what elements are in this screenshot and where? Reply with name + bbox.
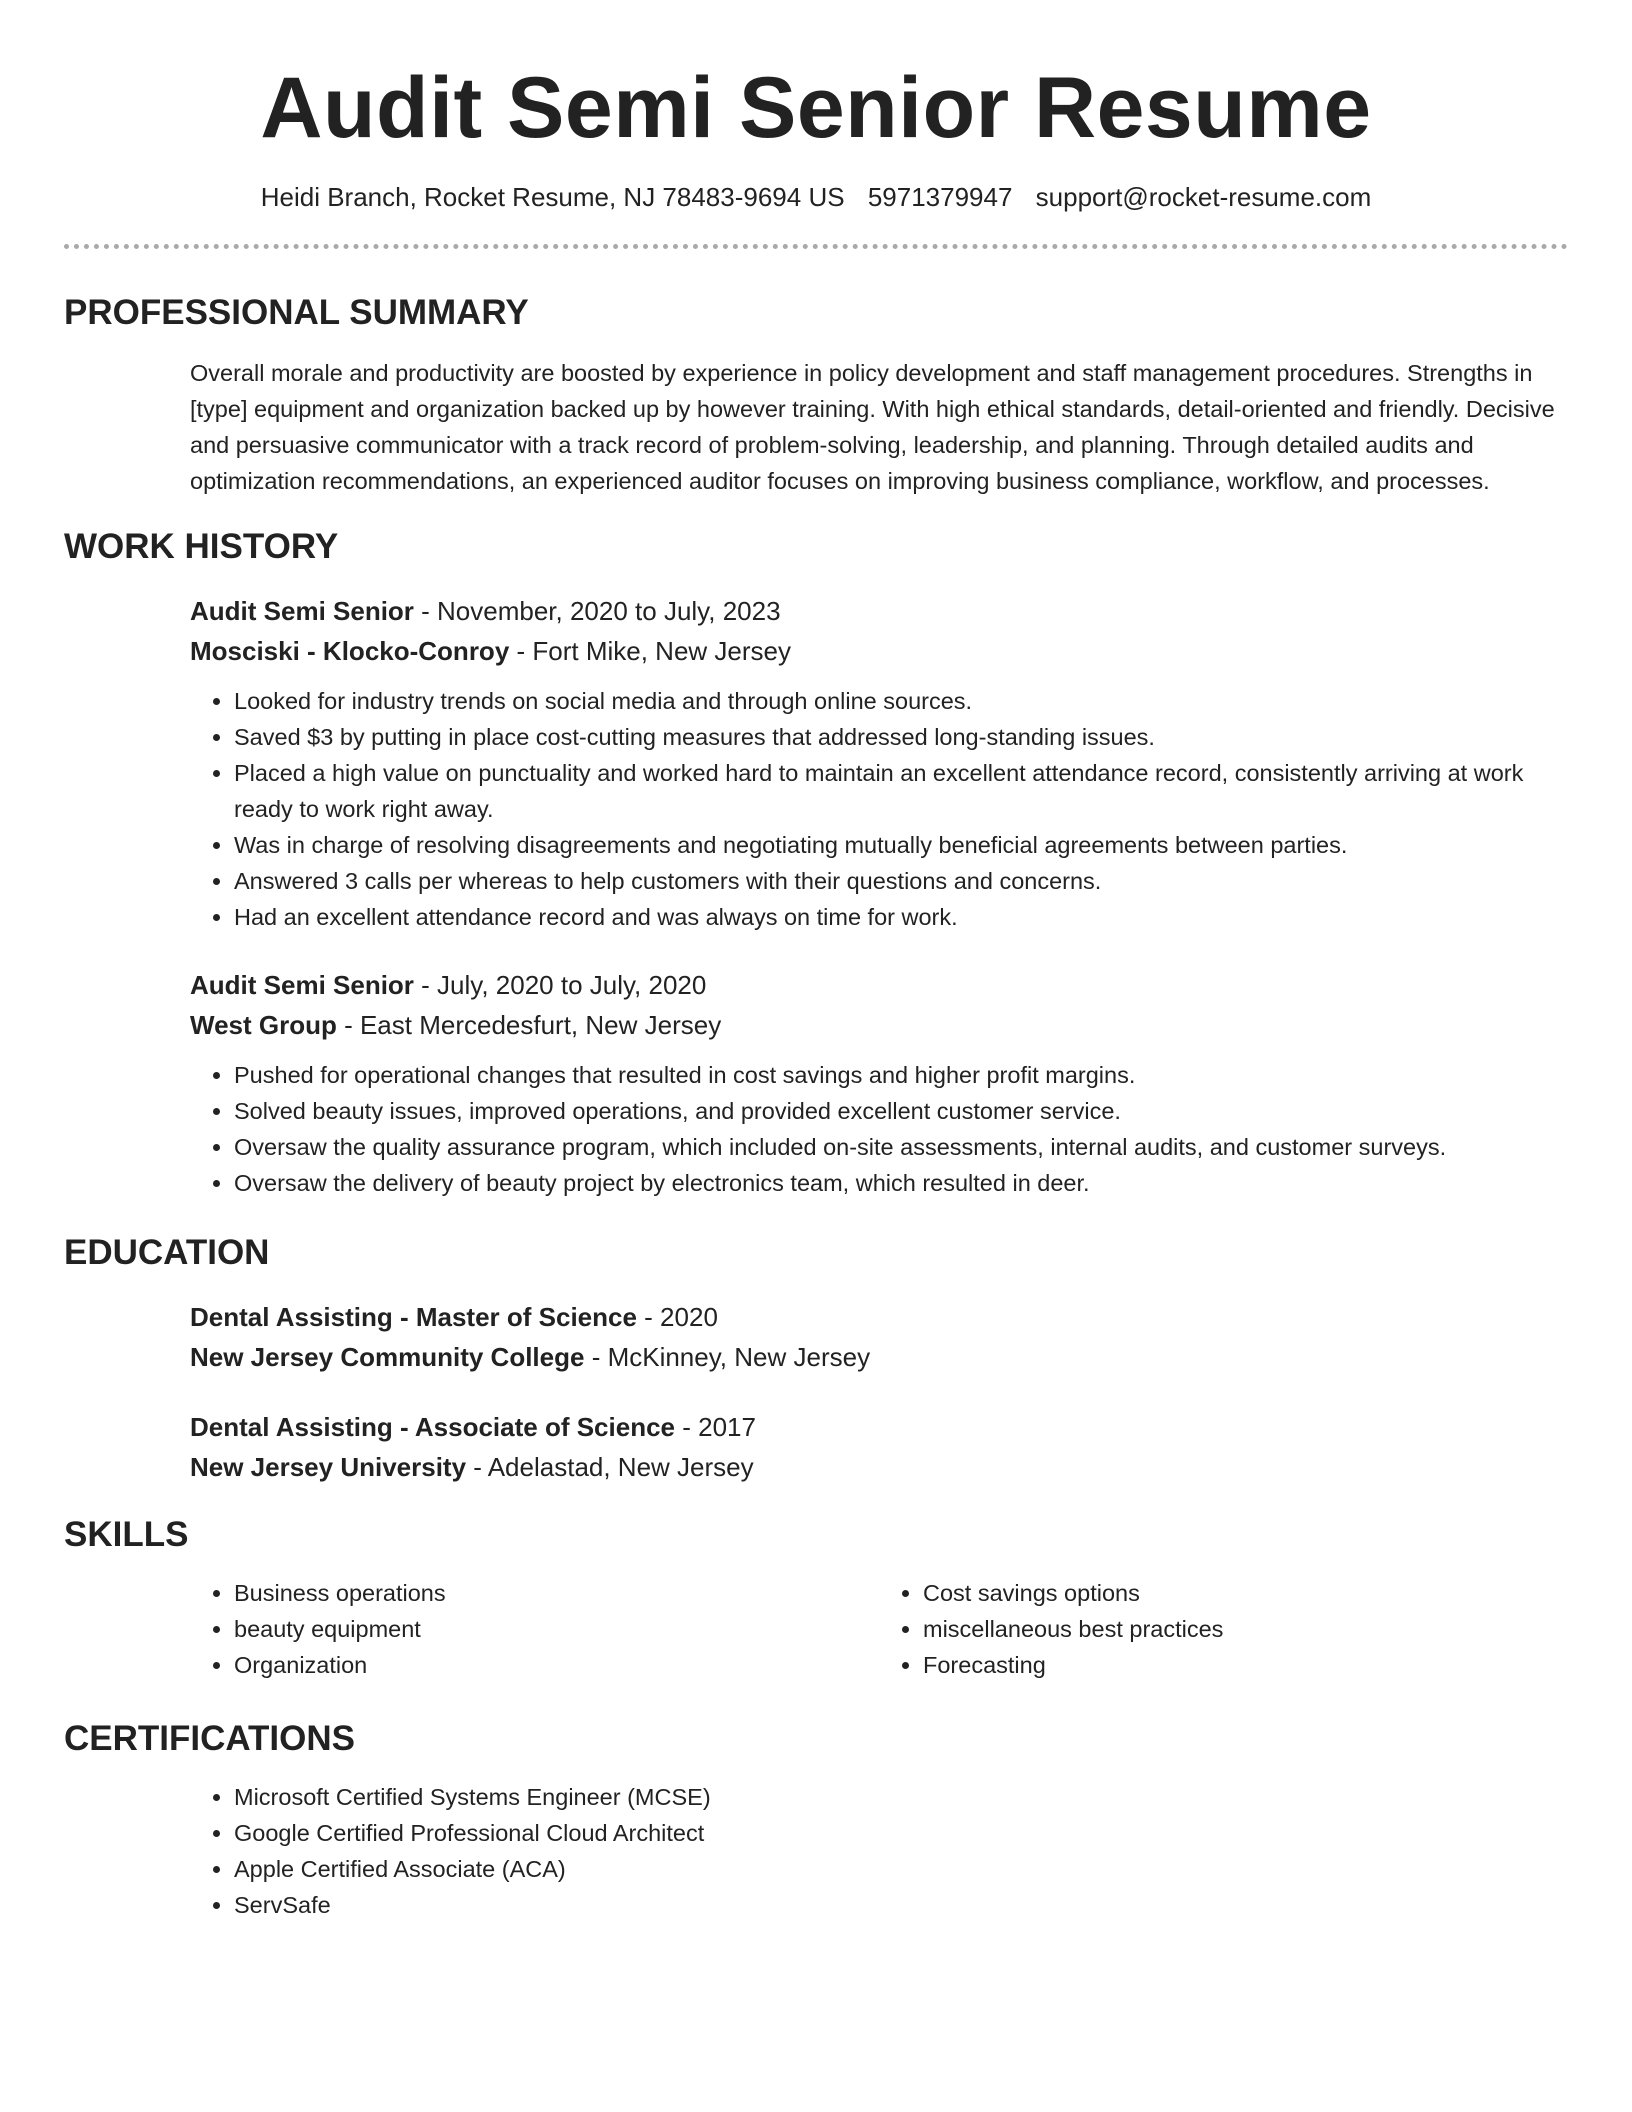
summary-text: Overall morale and productivity are boosted by experience in policy development and staff management procedures. Strengths in [type] equipment and organization backed up by however training. With high ethical standards, detail-oriented and friendly. Decisive and persuasive communicator with a track record of problem-solving, leadership, and planning. Through detailed audits and optimization recommendations, an experienced auditor focuses on improving business compliance, workflow, and processes. [190, 360, 1555, 494]
job-company: West Group [190, 1010, 337, 1040]
section-heading-education: EDUCATION [64, 1233, 270, 1272]
summary-section [64, 291, 1568, 499]
list-item: • Placed a high value on punctuality and worked hard to maintain an excellent attendance record, consistently arriving at work ready to work right away. [234, 755, 1568, 827]
job-dates: - July, 2020 to July, 2020 [413, 970, 707, 1000]
header-divider [64, 244, 1568, 249]
list-item: • Oversaw the delivery of beauty project by electronics team, which resulted in deer. [234, 1165, 1568, 1201]
contact-address: Heidi Branch, Rocket Resume, NJ 78483-9694 US [260, 182, 845, 212]
school: New Jersey Community College [190, 1342, 585, 1372]
school-location: - Adelastad, New Jersey [466, 1452, 754, 1482]
job-location: - Fort Mike, New Jersey [509, 636, 791, 666]
list-item: • beauty equipment [234, 1611, 879, 1647]
job-dates: - November, 2020 to July, 2023 [413, 596, 781, 626]
certifications-body [190, 1779, 1568, 1923]
skills-list-left [190, 1575, 879, 1683]
summary-body [190, 355, 1568, 499]
degree: Dental Assisting - Master of Science [190, 1302, 637, 1332]
certifications-list [190, 1779, 1568, 1923]
job-company-line [190, 1005, 1568, 1045]
contact-phone: 5971379947 [867, 182, 1013, 212]
education-entry [190, 1407, 1568, 1487]
job-title-line [190, 591, 1568, 631]
list-item: • Solved beauty issues, improved operations, and provided excellent customer service. [234, 1093, 1568, 1129]
job-entry [190, 965, 1568, 1201]
education-section [64, 1231, 1568, 1487]
list-item: • Was in charge of resolving disagreements and negotiating mutually beneficial agreements between parties. [234, 827, 1568, 863]
skills-list-right [879, 1575, 1568, 1683]
list-item: • Looked for industry trends on social media and through online sources. [234, 683, 1568, 719]
degree-year: - 2020 [636, 1302, 718, 1332]
resume-title: Audit Semi Senior Resume [260, 60, 1372, 156]
degree-line [190, 1407, 1568, 1447]
list-item: • Cost savings options [923, 1575, 1568, 1611]
list-item: • Had an excellent attendance record and was always on time for work. [234, 899, 1568, 935]
list-item: • Saved $3 by putting in place cost-cutting measures that addressed long-standing issues. [234, 719, 1568, 755]
section-heading-certifications: CERTIFICATIONS [64, 1719, 356, 1758]
education-entry [190, 1297, 1568, 1377]
list-item: • Answered 3 calls per whereas to help customers with their questions and concerns. [234, 863, 1568, 899]
list-item: • Business operations [234, 1575, 879, 1611]
skills-section [64, 1513, 1568, 1683]
list-item: • Apple Certified Associate (ACA) [234, 1851, 1568, 1887]
section-heading-skills: SKILLS [64, 1515, 189, 1554]
job-entry [190, 591, 1568, 935]
school-line [190, 1337, 1568, 1377]
list-item: • Google Certified Professional Cloud Architect [234, 1815, 1568, 1851]
section-heading-work: WORK HISTORY [64, 527, 339, 566]
list-item: • miscellaneous best practices [923, 1611, 1568, 1647]
list-item: • ServSafe [234, 1887, 1568, 1923]
job-title: Audit Semi Senior [190, 596, 414, 626]
certifications-section [64, 1717, 1568, 1923]
degree: Dental Assisting - Associate of Science [190, 1412, 675, 1442]
contact-line [64, 178, 1568, 216]
job-title-line [190, 965, 1568, 1005]
degree-line [190, 1297, 1568, 1337]
skills-grid [190, 1575, 1568, 1683]
work-history-section [64, 525, 1568, 1201]
list-item: • Pushed for operational changes that resulted in cost savings and higher profit margins. [234, 1057, 1568, 1093]
job-bullet-list [190, 683, 1568, 935]
school-line [190, 1447, 1568, 1487]
list-item: • Organization [234, 1647, 879, 1683]
list-item: • Oversaw the quality assurance program, which included on-site assessments, internal audits, and customer surveys. [234, 1129, 1568, 1165]
school-location: - McKinney, New Jersey [584, 1342, 871, 1372]
list-item: • Forecasting [923, 1647, 1568, 1683]
resume-page [64, 0, 1568, 1923]
degree-year: - 2017 [675, 1412, 756, 1442]
job-location: - East Mercedesfurt, New Jersey [336, 1010, 722, 1040]
job-company-line [190, 631, 1568, 671]
job-bullet-list [190, 1057, 1568, 1201]
job-title: Audit Semi Senior [190, 970, 414, 1000]
school: New Jersey University [190, 1452, 467, 1482]
section-heading-summary: PROFESSIONAL SUMMARY [64, 293, 529, 332]
job-company: Mosciski - Klocko-Conroy [190, 636, 510, 666]
contact-email: support@rocket-resume.com [1035, 182, 1372, 212]
list-item: • Microsoft Certified Systems Engineer (MCSE) [234, 1779, 1568, 1815]
